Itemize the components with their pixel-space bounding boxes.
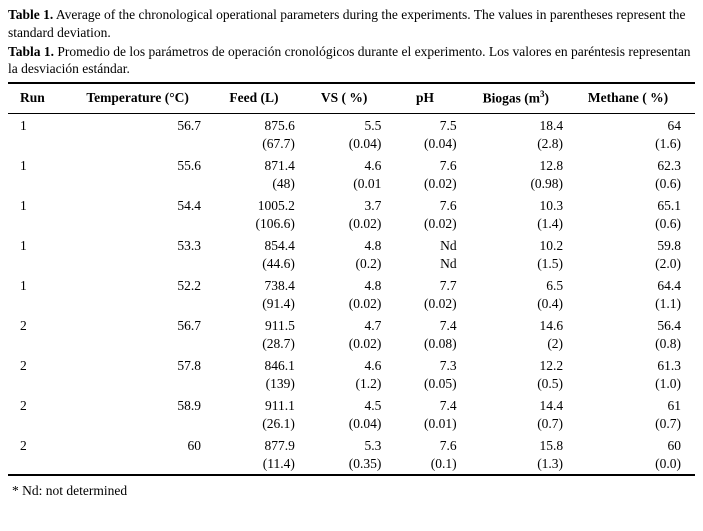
- cell-run: 2: [20, 397, 27, 413]
- cell-ph-sd: (0.1): [430, 455, 457, 471]
- cell-run-sd: [8, 455, 68, 475]
- cell-biogas: 12.2: [539, 357, 564, 373]
- table-row: [8, 354, 695, 375]
- cell-feed-sd: (48): [272, 175, 295, 191]
- cell-ph: 7.7: [439, 277, 457, 293]
- table-row-sd: [8, 295, 695, 314]
- table-row-sd: [8, 175, 695, 194]
- cell-biogas: 6.5: [546, 277, 564, 293]
- cell-biogas-sd: (0.7): [537, 415, 564, 431]
- cell-vs: 4.6: [364, 157, 382, 173]
- caption-spanish: [8, 43, 695, 79]
- cell-vs-sd: (0.04): [348, 415, 382, 431]
- cell-vs-sd: (0.2): [355, 255, 382, 271]
- cell-feed: 1005.2: [257, 197, 295, 213]
- cell-temperature-sd: [68, 295, 207, 314]
- cell-feed: 911.5: [265, 317, 295, 333]
- cell-vs-sd: (0.02): [348, 215, 382, 231]
- cell-biogas-sd: (1.3): [537, 455, 564, 471]
- cell-feed: 854.4: [264, 237, 295, 253]
- cell-biogas-sd: (0.98): [530, 175, 564, 191]
- cell-ph: 7.6: [439, 437, 457, 453]
- table-row: [8, 394, 695, 415]
- column-header-biogas: [463, 83, 569, 113]
- cell-run-sd: [8, 175, 68, 194]
- cell-feed-sd: (11.4): [262, 455, 295, 471]
- table-row: [8, 274, 695, 295]
- cell-methane: 65.1: [657, 197, 681, 213]
- table-row: [8, 314, 695, 335]
- cell-ph: 7.3: [439, 357, 457, 373]
- cell-vs: 5.5: [364, 117, 382, 133]
- cell-biogas-sd: (2): [547, 335, 564, 351]
- cell-temperature-sd: [68, 175, 207, 194]
- table-row: [8, 154, 695, 175]
- column-header-run: Run: [20, 90, 45, 105]
- cell-vs-sd: (0.01: [353, 175, 382, 191]
- cell-run: 1: [20, 277, 27, 293]
- column-header-temperature: Temperature (°C): [86, 90, 189, 105]
- cell-temperature: 57.8: [177, 357, 201, 373]
- cell-methane-sd: (1.0): [655, 375, 681, 391]
- cell-temperature: 53.3: [177, 237, 201, 253]
- cell-vs: 4.5: [364, 397, 382, 413]
- cell-temperature-sd: [68, 135, 207, 154]
- cell-biogas: 15.8: [539, 437, 564, 453]
- cell-vs: 4.8: [364, 237, 382, 253]
- cell-ph-sd: (0.08): [423, 335, 457, 351]
- cell-methane-sd: (0.6): [655, 215, 681, 231]
- cell-biogas-sd: (1.5): [537, 255, 564, 271]
- operational-parameters-table: [8, 82, 695, 476]
- cell-methane-sd: (0.8): [655, 335, 681, 351]
- column-header-methane: Methane ( %): [587, 90, 669, 105]
- cell-run: 2: [20, 357, 27, 373]
- table-row: [8, 113, 695, 135]
- cell-temperature: 56.7: [177, 317, 201, 333]
- cell-run: 1: [20, 237, 27, 253]
- cell-temperature-sd: [68, 215, 207, 234]
- cell-methane: 59.8: [657, 237, 681, 253]
- cell-biogas: 18.4: [539, 117, 564, 133]
- cell-methane-sd: (1.1): [655, 295, 681, 311]
- cell-feed: 911.1: [265, 397, 295, 413]
- cell-methane: 61: [667, 397, 681, 413]
- cell-ph: 7.4: [439, 317, 457, 333]
- cell-methane: 56.4: [657, 317, 681, 333]
- table-row-sd: [8, 135, 695, 154]
- column-header-vs: VS ( %): [320, 90, 368, 105]
- cell-methane: 64: [667, 117, 681, 133]
- cell-biogas: 10.3: [539, 197, 564, 213]
- cell-run: 1: [20, 197, 27, 213]
- cell-biogas: 14.4: [539, 397, 564, 413]
- cell-vs-sd: (1.2): [355, 375, 382, 391]
- cell-biogas-sd: (1.4): [537, 215, 564, 231]
- cell-ph-sd: (0.02): [423, 175, 457, 191]
- table-header-row: [8, 83, 695, 113]
- caption-text-english: Average of the chronological operational parameters during the experiments. The values in parentheses represent the standard deviation.: [8, 7, 686, 40]
- cell-biogas-sd: (2.8): [537, 135, 564, 151]
- cell-feed-sd: (28.7): [262, 335, 295, 351]
- cell-vs: 5.3: [364, 437, 382, 453]
- cell-biogas-sd: (0.5): [537, 375, 564, 391]
- cell-vs-sd: (0.02): [348, 335, 382, 351]
- table-header: [8, 83, 695, 113]
- cell-run-sd: [8, 415, 68, 434]
- cell-feed-sd: (91.4): [262, 295, 295, 311]
- table-footnote: * Nd: not determined: [12, 482, 128, 498]
- cell-biogas: 10.2: [539, 237, 564, 253]
- column-header-feed: Feed (L): [229, 90, 279, 105]
- table-row: [8, 434, 695, 455]
- cell-vs: 4.6: [364, 357, 382, 373]
- cell-run-sd: [8, 215, 68, 234]
- column-header-ph: pH: [415, 90, 434, 105]
- cell-vs: 3.7: [364, 197, 382, 213]
- cell-methane-sd: (0.6): [655, 175, 681, 191]
- table-row-sd: [8, 375, 695, 394]
- table-row: [8, 194, 695, 215]
- cell-ph-sd: (0.05): [423, 375, 457, 391]
- cell-temperature: 52.2: [177, 277, 201, 293]
- cell-temperature-sd: [68, 335, 207, 354]
- cell-methane-sd: (1.6): [655, 135, 681, 151]
- cell-run-sd: [8, 255, 68, 274]
- cell-biogas-sd: (0.4): [537, 295, 564, 311]
- biogas-header-exponent: 3: [540, 89, 545, 100]
- cell-temperature: 60: [187, 437, 201, 453]
- cell-ph: 7.5: [439, 117, 457, 133]
- cell-run: 1: [20, 117, 27, 133]
- cell-ph-sd: (0.04): [423, 135, 457, 151]
- cell-ph: 7.6: [439, 197, 457, 213]
- cell-temperature-sd: [68, 255, 207, 274]
- cell-temperature: 54.4: [177, 197, 201, 213]
- caption-label-english: Table 1.: [8, 7, 54, 22]
- cell-run-sd: [8, 375, 68, 394]
- cell-temperature: 58.9: [177, 397, 201, 413]
- table-row-sd: [8, 335, 695, 354]
- cell-methane: 62.3: [657, 157, 681, 173]
- table-body: [8, 113, 695, 475]
- cell-vs-sd: (0.04): [348, 135, 382, 151]
- cell-feed-sd: (139): [265, 375, 295, 391]
- cell-methane: 64.4: [657, 277, 681, 293]
- cell-ph: Nd: [440, 237, 457, 253]
- biogas-header-suffix: ): [544, 90, 549, 106]
- table-row-sd: [8, 255, 695, 274]
- table-row-sd: [8, 215, 695, 234]
- cell-vs-sd: (0.35): [348, 455, 382, 471]
- cell-ph: 7.6: [439, 157, 457, 173]
- table-row: [8, 234, 695, 255]
- cell-feed: 871.4: [264, 157, 295, 173]
- cell-ph: 7.4: [439, 397, 457, 413]
- cell-temperature-sd: [68, 455, 207, 475]
- cell-run-sd: [8, 295, 68, 314]
- cell-run-sd: [8, 335, 68, 354]
- cell-methane: 60: [667, 437, 681, 453]
- cell-ph-sd: (0.02): [423, 215, 457, 231]
- cell-feed: 846.1: [264, 357, 295, 373]
- cell-temperature: 55.6: [177, 157, 201, 173]
- cell-run: 1: [20, 157, 27, 173]
- cell-feed-sd: (106.6): [255, 215, 295, 231]
- cell-ph-sd: Nd: [440, 255, 457, 271]
- cell-methane-sd: (0.0): [655, 455, 681, 471]
- cell-temperature-sd: [68, 375, 207, 394]
- cell-temperature: 56.7: [177, 117, 201, 133]
- biogas-header-prefix: Biogas (m: [482, 90, 540, 106]
- table-row-sd: [8, 455, 695, 475]
- caption-text-spanish: Promedio de los parámetros de operación cronológicos durante el experimento. Los valores en paréntesis representan la desviación estándar.: [8, 43, 691, 77]
- cell-feed: 877.9: [264, 437, 295, 453]
- cell-methane: 61.3: [657, 357, 681, 373]
- cell-ph-sd: (0.01): [423, 415, 457, 431]
- table-row-sd: [8, 415, 695, 434]
- cell-run-sd: [8, 135, 68, 154]
- cell-vs: 4.8: [364, 277, 382, 293]
- cell-run: 2: [20, 317, 27, 333]
- cell-run: 2: [20, 437, 27, 453]
- cell-ph-sd: (0.02): [423, 295, 457, 311]
- cell-feed: 875.6: [264, 117, 295, 133]
- cell-biogas: 14.6: [539, 317, 564, 333]
- cell-feed-sd: (67.7): [262, 135, 295, 151]
- cell-vs: 4.7: [364, 317, 382, 333]
- cell-methane-sd: (0.7): [655, 415, 681, 431]
- cell-feed: 738.4: [264, 277, 295, 293]
- cell-vs-sd: (0.02): [348, 295, 382, 311]
- cell-feed-sd: (44.6): [262, 255, 295, 271]
- caption-label-spanish: Tabla 1.: [8, 43, 55, 59]
- cell-feed-sd: (26.1): [262, 415, 295, 431]
- caption-english: [8, 6, 695, 42]
- cell-methane-sd: (2.0): [655, 255, 681, 271]
- cell-biogas: 12.8: [539, 157, 564, 173]
- cell-temperature-sd: [68, 415, 207, 434]
